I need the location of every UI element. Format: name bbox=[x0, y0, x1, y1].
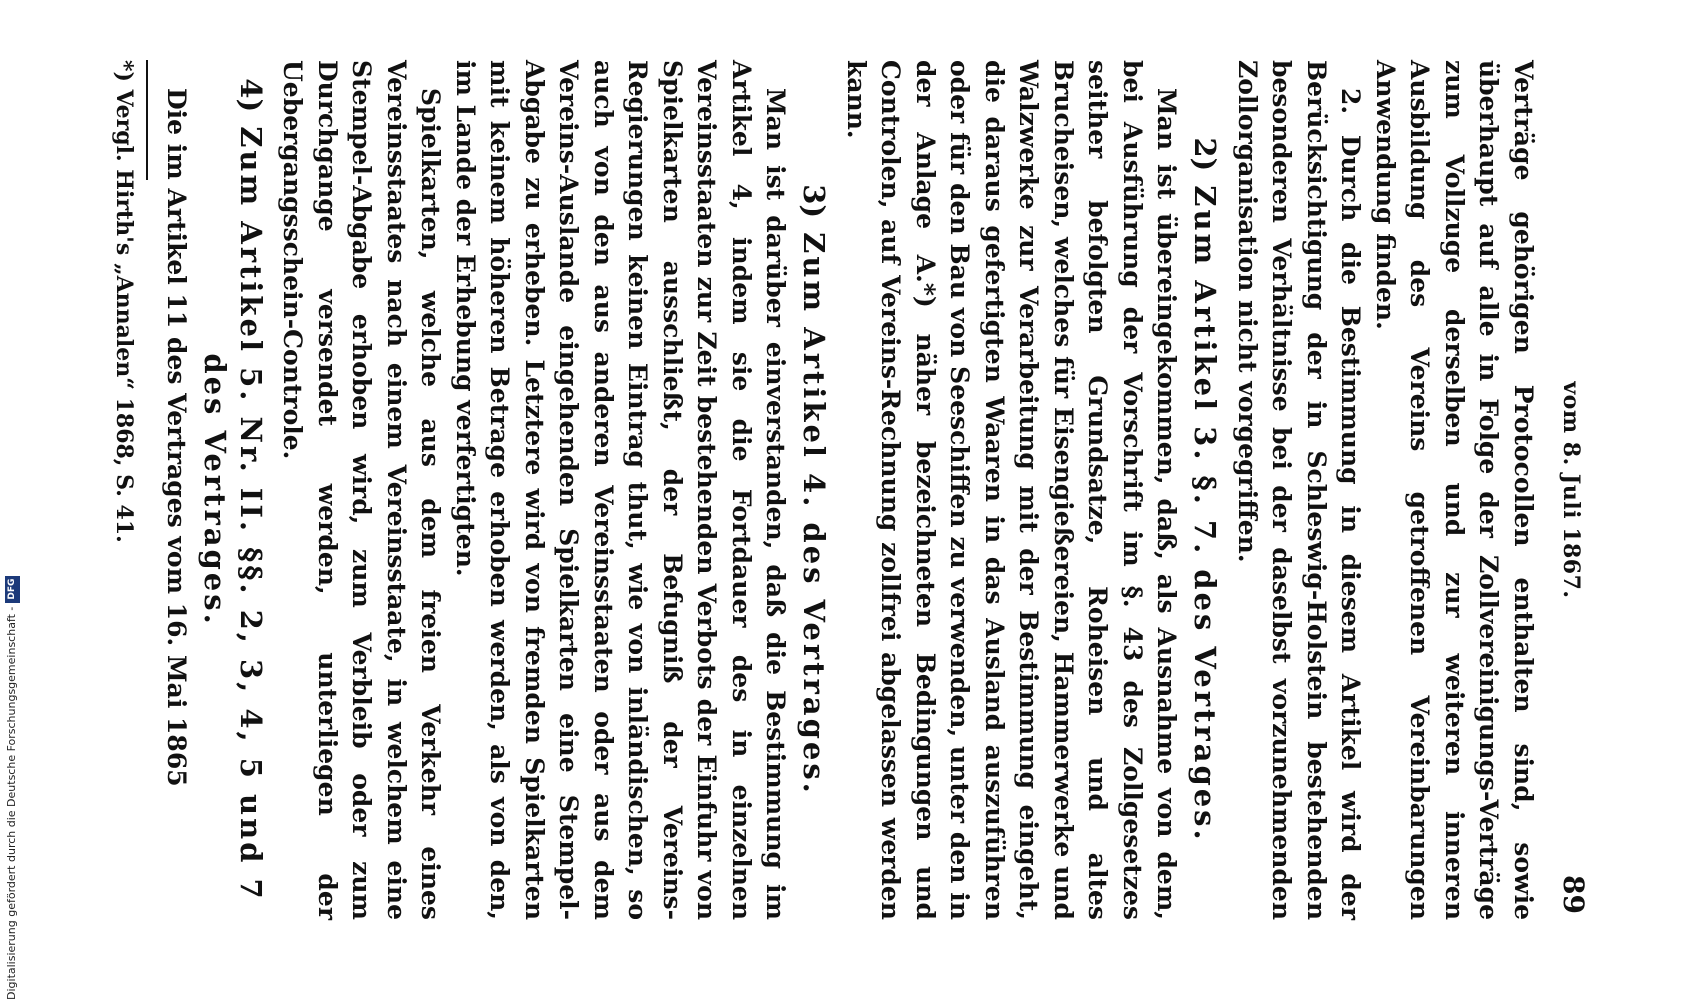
paragraph-continuation: Verträge gehörigen Protocollen enthalten sind, sowie überhaupt auf alle in Folge der Zollvereinigungs-Verträge zum Vollzuge derselben und zur weiteren inneren Ausbildung des Vereins getroffenen Vereinbarungen Anwendung finden. bbox=[1371, 60, 1538, 920]
section-title-2: Zum Artikel 3. §. 7. des Vertrages. bbox=[1188, 185, 1223, 843]
section-number-4: 4) bbox=[234, 78, 268, 113]
page-number: 89 bbox=[1557, 875, 1590, 914]
section-number-3: 3) bbox=[797, 184, 832, 219]
paragraph-article-4b: Spielkarten, welche aus dem freien Verkehr eines Vereinsstaates nach einem Vereinsstaate, in welchem eine Stempel-Abgabe erhoben wird, zum Verbleib oder zum Durchgange versendet werden, unterliegen der Uebergangsschein-Controle. bbox=[278, 60, 446, 920]
running-head: vom 8. Juli 1867. bbox=[1558, 381, 1584, 599]
dfg-logo: DFG bbox=[5, 576, 20, 603]
section-heading-3 bbox=[797, 60, 833, 920]
page-header bbox=[1540, 60, 1594, 920]
section-number-2: 2) bbox=[1188, 137, 1223, 172]
body-text bbox=[159, 60, 1541, 920]
section-heading-2 bbox=[1188, 60, 1224, 920]
credit-text: Digitalisierung gefördert durch die Deutsche Forschungsgemeinschaft - bbox=[5, 606, 18, 1000]
footnote-divider bbox=[147, 60, 149, 180]
section-title-4-line1: Zum Artikel 5. Nr. II. §§. 2, 3, 4, 5 und 7 bbox=[234, 126, 268, 902]
paragraph-point-2: 2. Durch die Bestimmung in diesem Artikel wird der Berücksichtigung der in Schleswig-Holstein bestehenden besonderen Verhältnisse bei der daselbst vorzunehmenden Zollorganisation nicht vorgegriffen. bbox=[1233, 60, 1366, 920]
footnote: *) Vergl. Hirth's „Annalen“ 1868, S. 41. bbox=[111, 60, 138, 543]
paragraph-article-4a: Man ist darüber einverstanden, daß die Bestimmung im Artikel 4, indem sie die Fortdauer des in einzelnen Vereinsstaaten zur Zeit bestehenden Verbots der Einfuhr von Spielkarten ausschließt, der Befugniß der Vereins-Regierungen keinen Eintrag thut, wie von inländischen, so auch von den aus anderen Vereinsstaaten oder aus dem Vereins-Auslande eingehenden Spielkarten eine Stempel-Abgabe zu erheben. Letztere wird von fremden Spielkarten mit keinem höheren Betrage erhoben werden, als von den, im Lande der Erhebung verfertigten. bbox=[451, 60, 791, 920]
section-title-4-line2: des Vertrages. bbox=[198, 353, 232, 627]
paragraph-article-3: Man ist übereingekommen, daß, als Ausnahme von dem, bei Ausführung der Vorschrift im §. 43 des Zollgesetzes seither befolgten Grundsatze, Roheisen und altes Brucheisen, welches für Eisengießereien, Hammerwerke und Walzwerke zur Verarbeitung mit der Bestimmung eingeht, die daraus gefertigten Waaren in das Ausland auszuführen oder für den Bau von Seeschiffen zu verwenden, unter den in der Anlage A.*) näher bezeichneten Bedingungen und Controlen, auf Vereins-Rechnung zollfrei abgelassen werden kann. bbox=[842, 60, 1182, 920]
section-title-3: Zum Artikel 4. des Vertrages. bbox=[797, 232, 832, 796]
paragraph-article-5: Die im Artikel 11 des Vertrages vom 16. Mai 1865 bbox=[162, 88, 191, 787]
digitization-credit bbox=[4, 440, 20, 1000]
rotated-page-content bbox=[111, 60, 1594, 920]
section-heading-4 bbox=[197, 60, 269, 920]
